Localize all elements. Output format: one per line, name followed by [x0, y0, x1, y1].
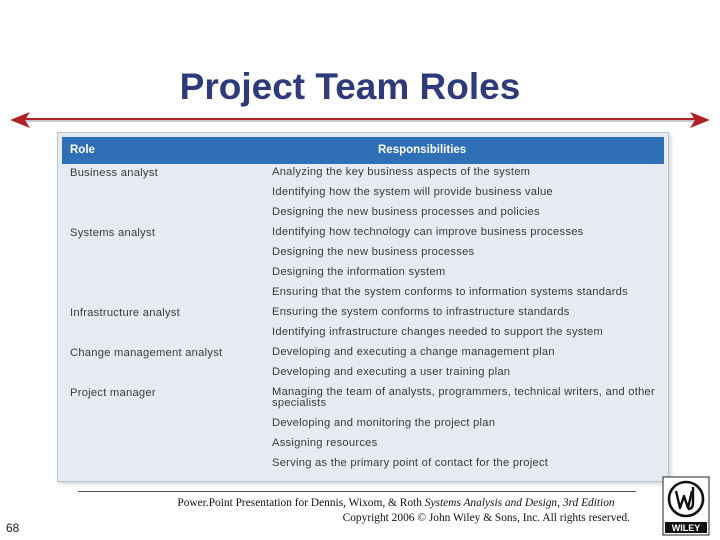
header-responsibilities: Responsibilities — [378, 144, 467, 156]
responsibility-cell: Ensuring the system conforms to infrastructure standards — [272, 306, 570, 318]
responsibility-cell: Identifying how technology can improve business processes — [272, 226, 584, 238]
role-cell: Project manager — [70, 387, 156, 399]
responsibility-cell: Identifying how the system will provide business value — [272, 186, 553, 198]
role-cell: Change management analyst — [70, 347, 223, 359]
header-role: Role — [70, 144, 95, 156]
responsibility-cell: Managing the team of analysts, programmers, technical writers, and other specialists — [272, 386, 656, 409]
responsibility-cell: Developing and monitoring the project plan — [272, 417, 496, 429]
responsibility-cell: Assigning resources — [272, 437, 378, 449]
wiley-logo-icon — [662, 476, 710, 536]
responsibility-cell: Identifying infrastructure changes needed to support the system — [272, 326, 604, 338]
role-cell: Infrastructure analyst — [70, 307, 180, 319]
slide-number: 68 — [6, 521, 20, 535]
double-arrow-divider — [10, 108, 710, 132]
roles-table — [57, 132, 669, 482]
footer-line1-prefix: Power.Point Presentation for Dennis, Wixom, & Roth — [177, 497, 425, 509]
responsibility-cell: Ensuring that the system conforms to information systems standards — [272, 286, 628, 298]
footer-citation — [160, 496, 632, 526]
responsibility-cell: Designing the information system — [272, 266, 446, 278]
role-cell: Systems analyst — [70, 227, 156, 239]
footer-copyright: Copyright 2006 © John Wiley & Sons, Inc. All rights reserved. — [342, 512, 630, 524]
slide-title: Project Team Roles — [179, 66, 521, 107]
responsibility-cell: Designing the new business processes — [272, 246, 475, 258]
responsibility-cell: Serving as the primary point of contact for the project — [272, 457, 549, 469]
responsibility-cell: Developing and executing a user training plan — [272, 366, 511, 378]
footer-line1-italic: Systems Analysis and Design, 3rd Edition — [424, 497, 615, 509]
responsibility-cell: Analyzing the key business aspects of the system — [272, 166, 531, 178]
footer-divider — [78, 491, 636, 492]
role-cell: Business analyst — [70, 167, 158, 179]
table-header — [62, 137, 664, 164]
responsibility-cell: Developing and executing a change management plan — [272, 346, 555, 358]
responsibility-cell: Designing the new business processes and policies — [272, 206, 540, 218]
logo-text: WILEY — [671, 523, 701, 533]
